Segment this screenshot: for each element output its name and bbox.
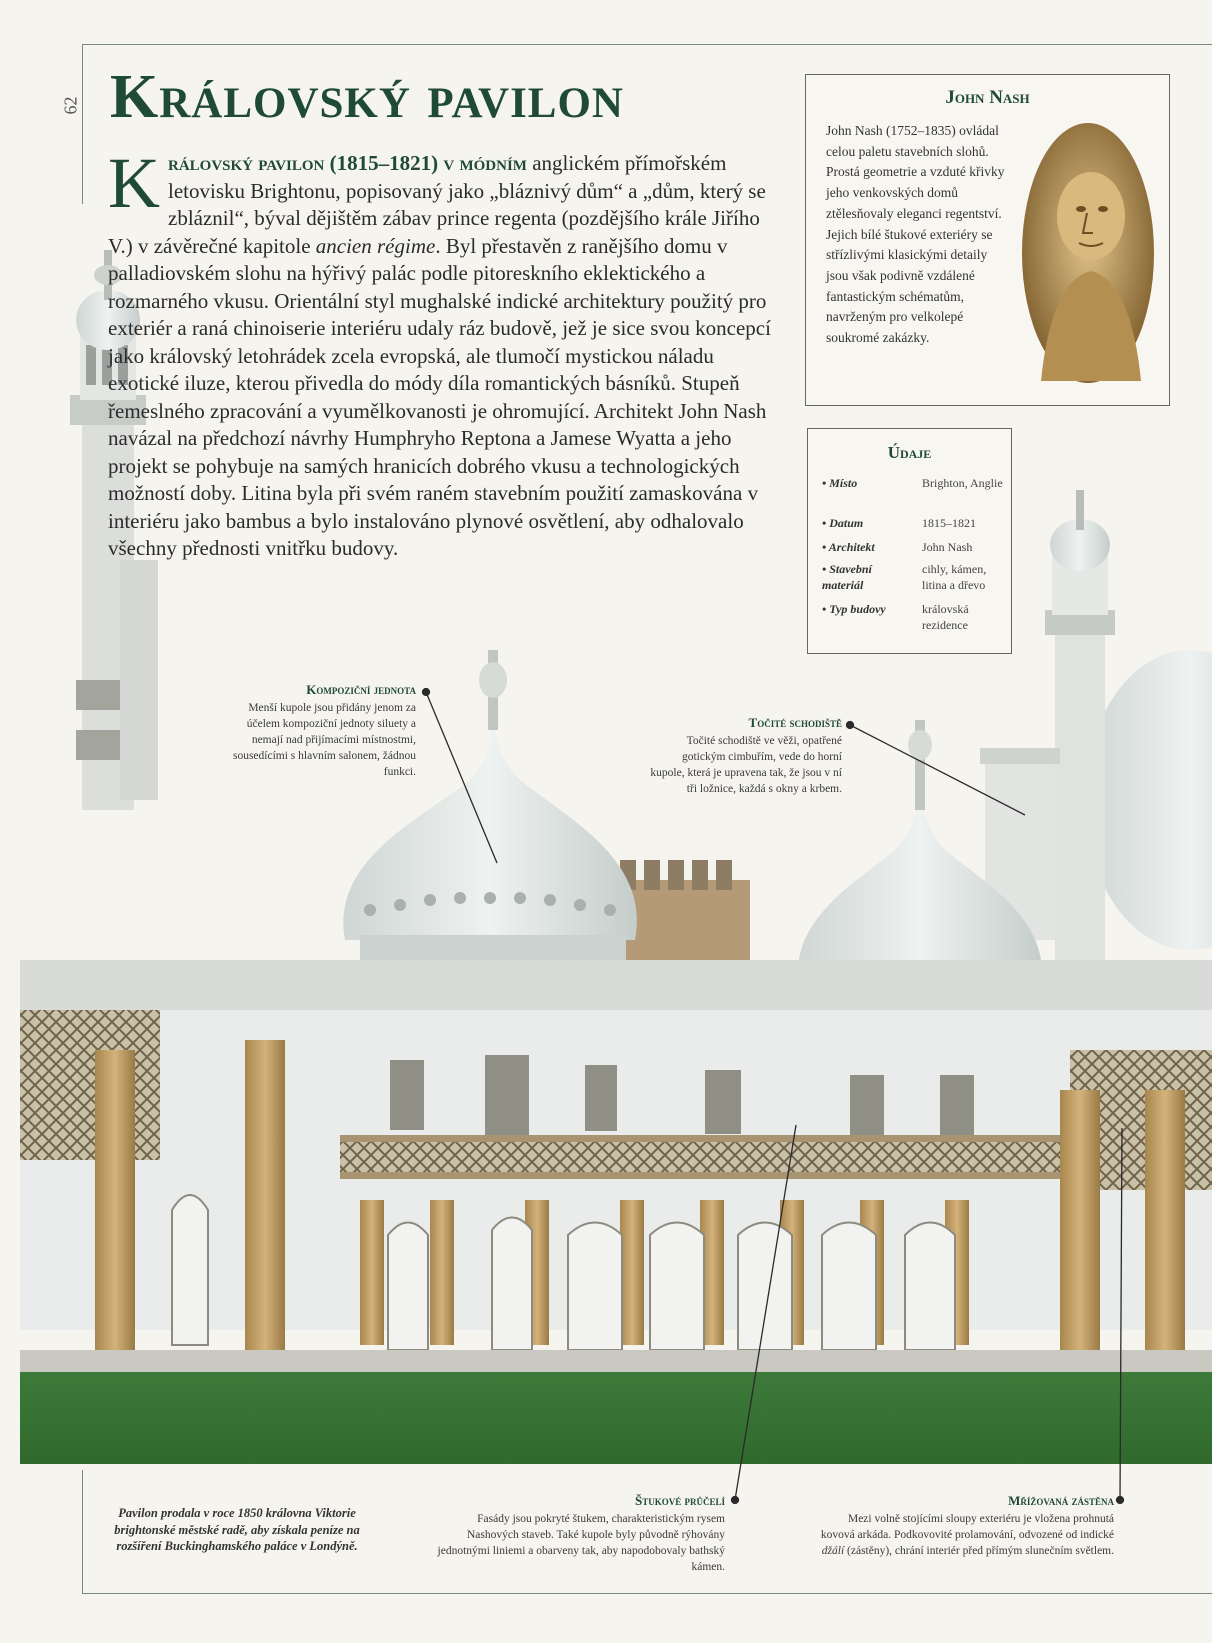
callout-tocite-schodiste <box>645 715 842 797</box>
page-title: Královský pavilon <box>110 63 624 131</box>
facts-heading: Údaje <box>887 443 932 462</box>
john-nash-portrait <box>1021 121 1156 386</box>
bio-heading: John Nash <box>945 87 1030 108</box>
bottom-rule <box>82 1593 1212 1594</box>
callout-title: Kompoziční jednota <box>306 682 416 697</box>
callout-text-b: (zástěny), chrání interiér před přímým slunečním světlem. <box>844 1545 1114 1557</box>
callout-text: Menší kupole jsou přidány jenom za účelem kompoziční jednoty siluety a nemají nad přijímacími místnostmi, sousedícími s hlavním salonem, žádnou funkci. <box>232 702 416 778</box>
callout-text-a: Mezi volně stojícími sloupy exteriéru je vložena prohnutá kovová arkáda. Podkovovité prolamování, odvozené od indické <box>820 1513 1114 1541</box>
fact-label: • Typ budovy <box>822 602 886 616</box>
callout-stukove-pruceli <box>425 1493 725 1575</box>
callout-title: Štukové průčelí <box>635 1493 725 1508</box>
intro-paragraph <box>108 143 778 563</box>
callout-mrizovana-zastena <box>820 1493 1114 1559</box>
photo-caption: Pavilon prodala v roce 1850 královna Viktorie brightonské městské radě, aby získala peníze na rozšíření Buckinghamského paláce v Londýně. <box>114 1506 360 1553</box>
callout-title: Mřížovaná zástěna <box>1008 1493 1114 1508</box>
fact-label: • Místo <box>822 476 858 490</box>
fact-value: královská rezidence <box>922 602 969 632</box>
callout-title: Točité schodiště <box>748 715 842 730</box>
bio-text: John Nash (1752–1835) ovládal celou paletu stavebních slohů. Prostá geometrie a vzduté křivky jeho venkovských domů ztělesňovaly eleganci regentství. Jejich bílé štukové exteriéry se střízlivými klasickými detaily jsou však podivně vzdálené fantastickým schématům, navrženým pro velkolepé soukromé zakázky. <box>826 123 1005 346</box>
drop-cap: K <box>108 143 160 223</box>
bottom-vertical-rule <box>82 1470 83 1594</box>
fact-label: • Stavební materiál <box>822 562 872 592</box>
callout-text <box>820 1511 1114 1559</box>
fact-value: John Nash <box>922 540 973 554</box>
bio-box <box>805 74 1170 406</box>
intro-rest: . Byl přestavěn z ranějšího domu v palladiovském slohu na hýřivý palác podle pitoreskního eklektického a rozmarného vkusu. Orientální styl mughalské indické architektury použitý pro exteriér a raná chinoiserie interiéru udaly ráz budově, jež je sice svou koncepcí jako královský letohrádek zcela evropská, ale tlumočí mystickou náladu exotické iluze, kterou přivedla do módy díla romantických básníků. Stupeň řemeslného zpracování a vyumělkovanosti je ohromující. Architekt John Nash navázal na předchozí návrhy Humphryho Reptona a Jamese Wyatta a jeho projekt se pohybuje na samých hranicích dobrého vkusu a technologických možností doby. Litina byla při svém raném stavebním použití zamaskována v interiéru jako bambus a bylo instalováno plynové osvětlení, aby odhalovalo všechny přednosti vnitřku budovy. <box>108 233 771 560</box>
callout-text: Fasády jsou pokryté štukem, charakteristickým rysem Nashových staveb. Také kupole byly původně rýhovány jednotnými liniemi a obarveny tak, aby napodobovaly bathský kámen. <box>437 1513 725 1573</box>
page-number: 62 <box>60 96 81 115</box>
callout-text: Točité schodiště ve věži, opatřené gotickým cimbuřím, vede do horní kupole, která je upravena tak, že jsou v ní tři ložnice, každá s okny a krbem. <box>650 735 842 795</box>
callout-text-italic: džálí <box>821 1545 845 1557</box>
intro-lead: rálovský pavilon (1815–1821) v módním <box>168 151 527 175</box>
facts-box <box>807 428 1012 654</box>
intro-italic: ancien régime <box>315 233 436 258</box>
fact-value: Brighton, Anglie <box>922 476 1003 490</box>
fact-label: • Datum <box>822 516 864 530</box>
fact-value: cihly, kámen, litina a dřevo <box>922 562 987 592</box>
callout-kompozicni-jednota <box>228 682 416 780</box>
intro-body: anglickém přímořském letovisku Brightonu, popisovaný jako „bláznivý dům“ a „dům, který se zbláznil“, býval dějištěm zábav prince regenta (pozdějšího krále Jiřího V.) v závěrečné kapitole <box>108 151 766 258</box>
fact-value: 1815–1821 <box>922 516 976 530</box>
fact-label: • Architekt <box>822 540 875 554</box>
